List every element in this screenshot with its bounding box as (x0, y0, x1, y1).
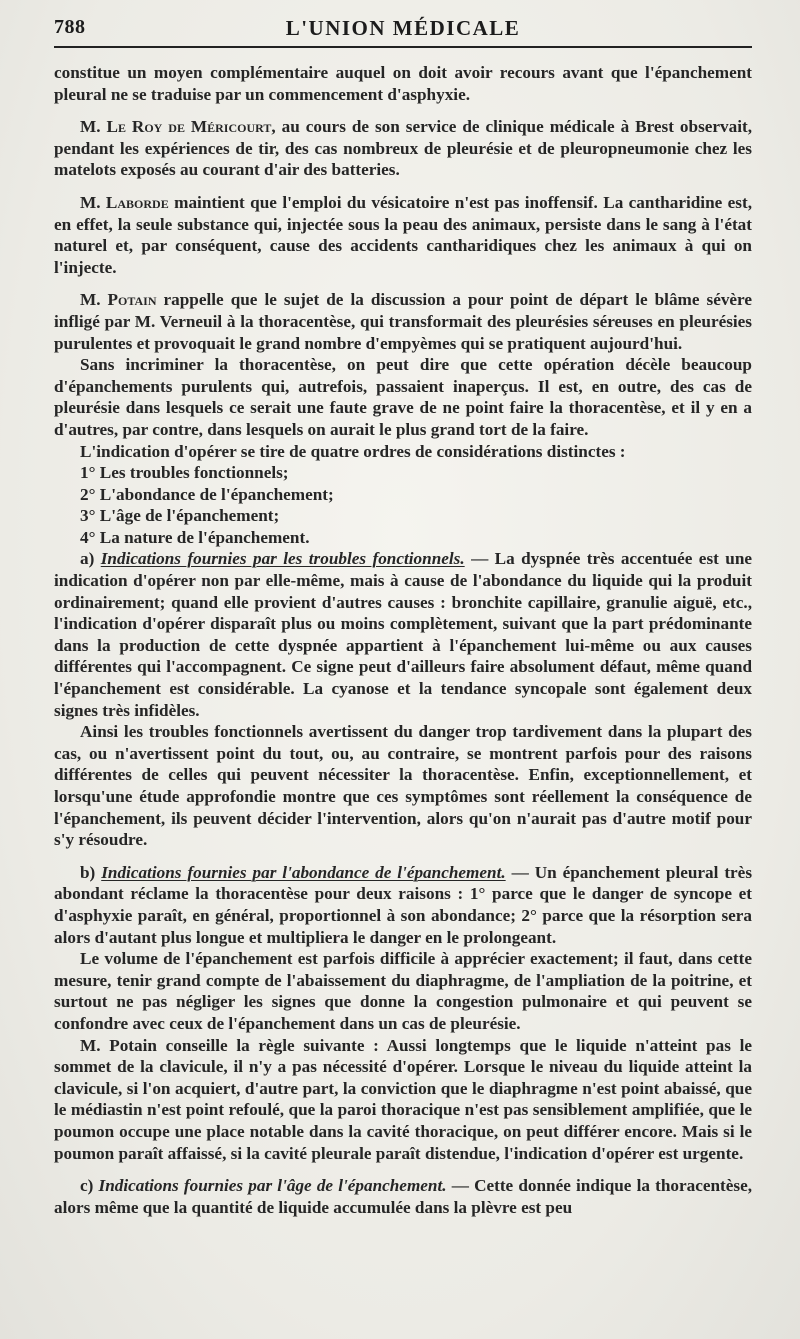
paragraph-4-text: rappelle que le sujet de la discussion a pour point de départ le blâme sévère infligé par M. Verneuil à la thoracentèse, qui transformait des pleurésies séreuses en pleurésies purulentes et provoquait le grand nombre d'empyèmes qui se pratiquent aujourd'hui. (54, 290, 753, 353)
paragraph-6-text: L'indication d'opérer se tire de quatre ordres de considérations distinctes : (80, 441, 626, 461)
paragraph-10 (54, 948, 752, 1034)
paragraph-7-text: — La dyspnée très accentuée est une indication d'opérer non par elle-même, mais à cause de l'abondance du liquide qui la produit ordinairement; quand elle provient d'autres causes : bronchite capillaire, granulie aiguë, etc., l'indication d'opérer disparaît plus ou moins complètement, suivant que la part prédominante dans la production de cette dyspnée appartient à l'épanchement lui-même ou aux causes différentes qui l'accompagnent. Ce signe peut d'ailleurs faire absolument défaut, même quand l'épanchement est considérable. La cyanose et la tendance syncopale sont également deux signes très infidèles. (54, 549, 753, 720)
paragraph-12 (54, 1175, 752, 1218)
paragraph-3-text: maintient que l'emploi du vésicatoire n'est pas inoffensif. La cantharidine est, en effet, la seule substance qui, injectée sous la peau des animaux, persiste dans le sang à l'état naturel et, par conséquent, cause des accidents cantharidiques chez les animaux à qui on l'injecte. (54, 192, 752, 277)
list-item: 2° L'abondance de l'épanchement; (80, 484, 334, 504)
paragraph-1 (54, 62, 752, 105)
paragraph-2 (54, 116, 752, 181)
page-header (54, 12, 752, 48)
section-label: b) (80, 862, 102, 882)
paragraph-11-text: M. Potain conseille la règle suivante : Aussi longtemps que le liquide n'atteint pas le sommet de la clavicule, il n'y a pas nécessité d'opérer. Lorsque le niveau du liquide atteint la clavicule, si l'on acquiert, d'autre part, la conviction que le diaphragme n'est point abaissé, que le médiastin n'est point refoulé, que la paroi thoracique n'est pas sensiblement amplifiée, que le poumon occupe une place notable dans la cavité thoracique, on peut différer encore. Mais si le poumon paraît affaissé, si la cavité pleurale paraît distendue, l'indication d'opérer est urgente. (54, 1035, 752, 1163)
body-text (54, 62, 752, 1218)
paragraph-7 (54, 548, 752, 721)
paragraph-9-text: — Un épanchement pleural très abondant réclame la thoracentèse pour deux raisons : 1° parce que le danger de syncope et d'asphyxie paraît, en général, proportionnel à son abondance; 2° parce que la résorption sera alors d'autant plus longue et multipliera le danger en le prolongeant. (54, 862, 753, 947)
section-title: Indications fournies par l'âge de l'épanchement. (98, 1176, 447, 1196)
section-label: a) (80, 549, 101, 569)
section-title: Indications fournies par les troubles fonctionnels. (100, 549, 465, 569)
speaker-name: M. Potain (80, 290, 157, 310)
section-label: c) (80, 1176, 99, 1196)
paragraph-4 (54, 289, 752, 354)
page-number: 788 (54, 16, 86, 38)
paragraph-9 (54, 862, 752, 948)
running-title: L'UNION MÉDICALE (285, 16, 521, 40)
list-item: 1° Les troubles fonctionnels; (80, 463, 289, 483)
paragraph-8-text: Ainsi les troubles fonctionnels avertissent du danger trop tardivement dans la plupart des cas, ou n'avertissent point du tout, ou, au contraire, se montrent parfois pour des raisons différentes de celles qui peuvent nécessiter la thoracentèse. Enfin, exceptionnellement, et lorsqu'une étude approfondie montre que ces symptômes sont réellement la conséquence de l'épanchement, ils peuvent décider l'intervention, alors qu'on n'aurait pas d'autre motif pour s'y résoudre. (54, 722, 752, 850)
paragraph-8 (54, 721, 752, 851)
speaker-name: M. Laborde (80, 192, 169, 212)
paragraph-5 (54, 354, 752, 440)
paragraph-5-text: Sans incriminer la thoracentèse, on peut dire que cette opération décèle beaucoup d'épanchements purulents qui, autrefois, passaient inaperçus. Il est, en outre, des cas de pleurésie dans lesquels ce serait une faute grave de ne point faire la thoracentèse, et il y en a d'autres, par contre, dans lesquels on aurait le plus grand tort de la faire. (54, 355, 752, 439)
paragraph-11 (54, 1035, 752, 1165)
paragraph-3 (54, 192, 752, 278)
speaker-name: M. Le Roy de Méricourt, (80, 117, 276, 137)
paragraph-6 (54, 441, 752, 463)
list-item: 3° L'âge de l'épanchement; (80, 506, 280, 526)
paragraph-12-text: — Cette donnée indique la thoracentèse, alors même que la quantité de liquide accumulée dans la plèvre est peu (54, 1176, 752, 1217)
paragraph-2-text: au cours de son service de clinique médicale à Brest observait, pendant les expériences de tir, des cas nombreux de pleurésie et de pleuropneumonie chez les matelots exposés au courant d'air des batteries. (54, 117, 752, 180)
list-item: 4° La nature de l'épanchement. (80, 527, 310, 547)
paragraph-1-text: constitue un moyen complémentaire auquel on doit avoir recours avant que l'épanchement pleural ne se traduise par un commencement d'asphyxie. (54, 63, 752, 104)
section-title: Indications fournies par l'abondance de l'épanchement. (101, 862, 506, 882)
paragraph-10-text: Le volume de l'épanchement est parfois difficile à apprécier exactement; il faut, dans cette mesure, tenir grand compte de l'abaissement du diaphragme, de l'ampliation de la poitrine, et surtout ne pas négliger les signes que donne la congestion pulmonaire et qui peuvent se confondre avec ceux de l'épanchement dans un cas de pleurésie. (54, 949, 752, 1033)
